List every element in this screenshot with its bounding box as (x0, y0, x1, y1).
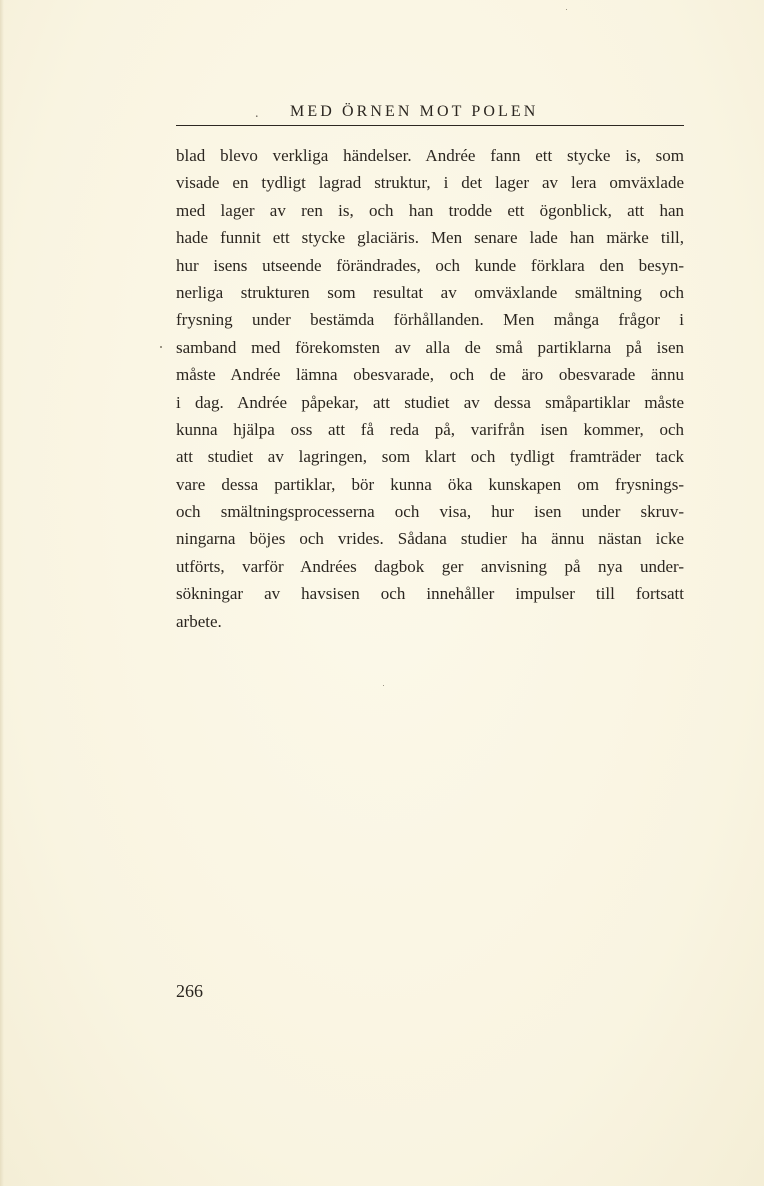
text-line: vare dessa partiklar, bör kunna öka kunskapen om frysnings- (176, 474, 684, 494)
text-line: visade en tydligt lagrad struktur, i det lager av lera omväxlade (176, 173, 684, 193)
page-edge-shadow (0, 0, 4, 1186)
text-line: samband med förekomsten av alla de små partiklarna på isen (176, 337, 684, 357)
text-line: sökningar av havsisen och innehåller impulser till fortsatt (176, 584, 684, 604)
text-line: att studiet av lagringen, som klart och tydligt framträder tack (176, 447, 684, 467)
text-line: och smältningsprocesserna och visa, hur isen under skruv- (176, 502, 684, 522)
text-line-last: arbete. (176, 611, 222, 631)
text-line: med lager av ren is, och han trodde ett ögonblick, att han (176, 200, 684, 220)
body-text (176, 142, 684, 635)
text-line: ningarna böjes och vrides. Sådana studier ha ännu nästan icke (176, 529, 684, 549)
page-number: 266 (176, 981, 203, 1001)
text-line: nerliga strukturen som resultat av omväxlande smältning och (176, 282, 684, 302)
text-line: kunna hjälpa oss att få reda på, varifrån isen kommer, och (176, 419, 684, 439)
text-line: i dag. Andrée påpekar, att studiet av dessa småpartiklar måste (176, 392, 684, 412)
header-rule (176, 125, 684, 126)
text-line: utförts, varför Andrées dagbok ger anvisning på nya under- (176, 556, 684, 576)
text-line: måste Andrée lämna obesvarade, och de äro obesvarade ännu (176, 365, 684, 385)
running-head (176, 101, 684, 127)
paper-speck (566, 9, 567, 10)
text-line: hade funnit ett stycke glaciäris. Men senare lade han märke till, (176, 228, 684, 248)
paper-speck (160, 346, 162, 348)
text-line: hur isens utseende förändrades, och kunde förklara den besyn- (176, 255, 684, 275)
paper-speck (383, 685, 384, 686)
text-line: blad blevo verkliga händelser. Andrée fann ett stycke is, som (176, 146, 684, 165)
running-head-dot: . (255, 106, 259, 121)
running-head-title: MED ÖRNEN MOT POLEN (290, 103, 539, 120)
text-line: frysning under bestämda förhållanden. Men många frågor i (176, 310, 684, 330)
